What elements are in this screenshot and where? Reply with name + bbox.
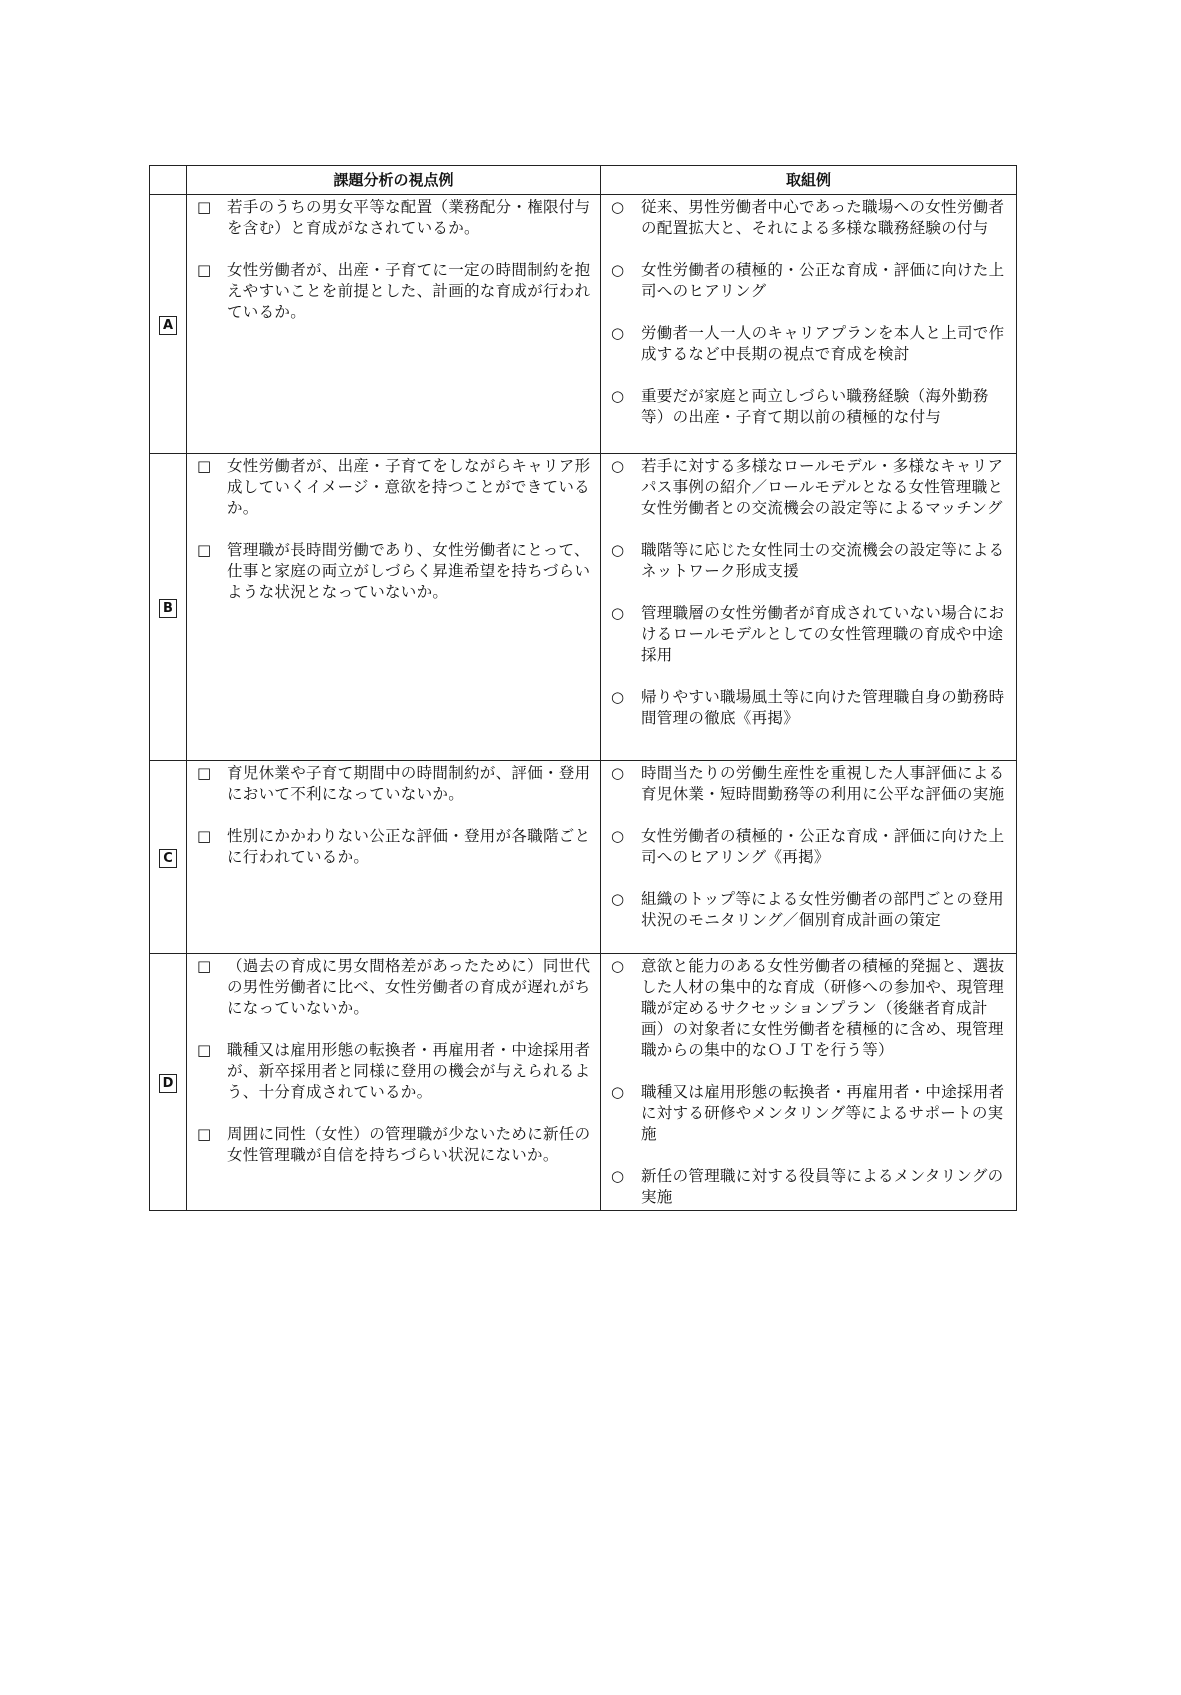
row-label-a: A xyxy=(159,316,177,335)
row-label-c: C xyxy=(159,849,177,868)
circle-bullet-icon: ○ xyxy=(611,324,625,342)
action-item xyxy=(611,889,1008,931)
view-text: 女性労働者が、出産・子育てに一定の時間制約を抱えやすいことを前提とした、計画的な育成が行われているか。 xyxy=(227,261,591,321)
action-text: 新任の管理職に対する役員等によるメンタリングの実施 xyxy=(641,1167,1004,1206)
circle-bullet-icon: ○ xyxy=(611,457,625,475)
action-text: 職種又は雇用形態の転換者・再雇用者・中途採用者に対する研修やメンタリング等によるサポートの実施 xyxy=(641,1083,1005,1143)
action-item xyxy=(611,826,1008,868)
action-cell-a xyxy=(601,195,1017,454)
checkbox-icon: □ xyxy=(197,957,212,975)
row-label-cell xyxy=(150,195,187,454)
header-view-examples: 課題分析の視点例 xyxy=(187,166,601,195)
checkbox-icon: □ xyxy=(197,198,212,216)
view-item xyxy=(197,826,592,868)
view-item xyxy=(197,1124,592,1166)
table-row-a xyxy=(150,195,1017,454)
view-text: 若手のうちの男女平等な配置（業務配分・権限付与を含む）と育成がなされているか。 xyxy=(227,198,591,237)
circle-bullet-icon: ○ xyxy=(611,827,625,845)
table-row-c xyxy=(150,761,1017,954)
view-text: 周囲に同性（女性）の管理職が少ないために新任の女性管理職が自信を持ちづらい状況にないか。 xyxy=(227,1125,591,1164)
circle-bullet-icon: ○ xyxy=(611,198,625,216)
header-corner-cell xyxy=(150,166,187,195)
checkbox-icon: □ xyxy=(197,541,212,559)
checkbox-icon: □ xyxy=(197,1041,212,1059)
table-row-b xyxy=(150,454,1017,761)
view-cell-b xyxy=(187,454,601,761)
view-cell-c xyxy=(187,761,601,954)
action-text: 従来、男性労働者中心であった職場への女性労働者の配置拡大と、それによる多様な職務経験の付与 xyxy=(641,198,1005,237)
action-text: 重要だが家庭と両立しづらい職務経験（海外勤務等）の出産・子育て期以前の積極的な付与 xyxy=(641,387,989,426)
row-label-cell xyxy=(150,454,187,761)
view-item xyxy=(197,956,592,1019)
analysis-table xyxy=(149,165,1017,1211)
circle-bullet-icon: ○ xyxy=(611,541,625,559)
circle-bullet-icon: ○ xyxy=(611,604,625,622)
action-text: 意欲と能力のある女性労働者の積極的発掘と、選抜した人材の集中的な育成（研修への参加や、現管理職が定めるサクセッションプラン（後継者育成計画）の対象者に女性労働者を積極的に含め、現管理職からの集中的なＯＪＴを行う等） xyxy=(641,957,1005,1059)
action-item xyxy=(611,323,1008,365)
action-text: 管理職層の女性労働者が育成されていない場合におけるロールモデルとしての女性管理職の育成や中途採用 xyxy=(641,604,1005,664)
view-item xyxy=(197,763,592,805)
action-item xyxy=(611,603,1008,666)
action-cell-d xyxy=(601,954,1017,1211)
view-item xyxy=(197,260,592,323)
action-item xyxy=(611,763,1008,805)
row-label-d: D xyxy=(159,1074,177,1093)
circle-bullet-icon: ○ xyxy=(611,890,625,908)
row-label-b: B xyxy=(159,599,177,618)
action-cell-c xyxy=(601,761,1017,954)
view-text: 管理職が長時間労働であり、女性労働者にとって、仕事と家庭の両立がしづらく昇進希望を持ちづらいような状況となっていないか。 xyxy=(227,541,591,601)
action-item xyxy=(611,687,1008,729)
checkbox-icon: □ xyxy=(197,764,212,782)
view-item xyxy=(197,456,592,519)
circle-bullet-icon: ○ xyxy=(611,1083,625,1101)
circle-bullet-icon: ○ xyxy=(611,261,625,279)
action-text: 女性労働者の積極的・公正な育成・評価に向けた上司へのヒアリング xyxy=(641,261,1005,300)
action-text: 労働者一人一人のキャリアプランを本人と上司で作成するなど中長期の視点で育成を検討 xyxy=(641,324,1005,363)
row-label-cell xyxy=(150,761,187,954)
action-item xyxy=(611,1166,1008,1208)
view-text: 女性労働者が、出産・子育てをしながらキャリア形成していくイメージ・意欲を持つことができているか。 xyxy=(227,457,591,517)
action-item xyxy=(611,197,1008,239)
view-item xyxy=(197,1040,592,1103)
action-text: 組織のトップ等による女性労働者の部門ごとの登用状況のモニタリング／個別育成計画の策定 xyxy=(641,890,1004,929)
view-text: 性別にかかわりない公正な評価・登用が各職階ごとに行われているか。 xyxy=(227,827,591,866)
action-text: 帰りやすい職場風土等に向けた管理職自身の勤務時間管理の徹底《再掲》 xyxy=(641,688,1005,727)
view-cell-a xyxy=(187,195,601,454)
circle-bullet-icon: ○ xyxy=(611,764,625,782)
view-text: （過去の育成に男女間格差があったために）同世代の男性労働者に比べ、女性労働者の育成が遅れがちになっていないか。 xyxy=(227,957,591,1017)
circle-bullet-icon: ○ xyxy=(611,1167,625,1185)
action-text: 若手に対する多様なロールモデル・多様なキャリアパス事例の紹介／ロールモデルとなる女性管理職と女性労働者との交流機会の設定等によるマッチング xyxy=(641,457,1004,517)
action-item xyxy=(611,456,1008,519)
action-item xyxy=(611,540,1008,582)
action-item xyxy=(611,1082,1008,1145)
action-text: 女性労働者の積極的・公正な育成・評価に向けた上司へのヒアリング《再掲》 xyxy=(641,827,1005,866)
action-text: 時間当たりの労働生産性を重視した人事評価による育児休業・短時間勤務等の利用に公平な評価の実施 xyxy=(641,764,1005,803)
view-text: 育児休業や子育て期間中の時間制約が、評価・登用において不利になっていないか。 xyxy=(227,764,591,803)
action-item xyxy=(611,386,1008,428)
checkbox-icon: □ xyxy=(197,457,212,475)
view-cell-d xyxy=(187,954,601,1211)
action-item xyxy=(611,260,1008,302)
action-item xyxy=(611,956,1008,1061)
table-header-row xyxy=(150,166,1017,195)
view-text: 職種又は雇用形態の転換者・再雇用者・中途採用者が、新卒採用者と同様に登用の機会が与えられるよう、十分育成されているか。 xyxy=(227,1041,591,1101)
circle-bullet-icon: ○ xyxy=(611,688,625,706)
checkbox-icon: □ xyxy=(197,261,212,279)
view-item xyxy=(197,197,592,239)
checkbox-icon: □ xyxy=(197,827,212,845)
action-cell-b xyxy=(601,454,1017,761)
row-label-cell xyxy=(150,954,187,1211)
table-row-d xyxy=(150,954,1017,1211)
view-item xyxy=(197,540,592,603)
checkbox-icon: □ xyxy=(197,1125,212,1143)
circle-bullet-icon: ○ xyxy=(611,957,625,975)
circle-bullet-icon: ○ xyxy=(611,387,625,405)
header-action-examples: 取組例 xyxy=(601,166,1017,195)
action-text: 職階等に応じた女性同士の交流機会の設定等によるネットワーク形成支援 xyxy=(641,541,1005,580)
